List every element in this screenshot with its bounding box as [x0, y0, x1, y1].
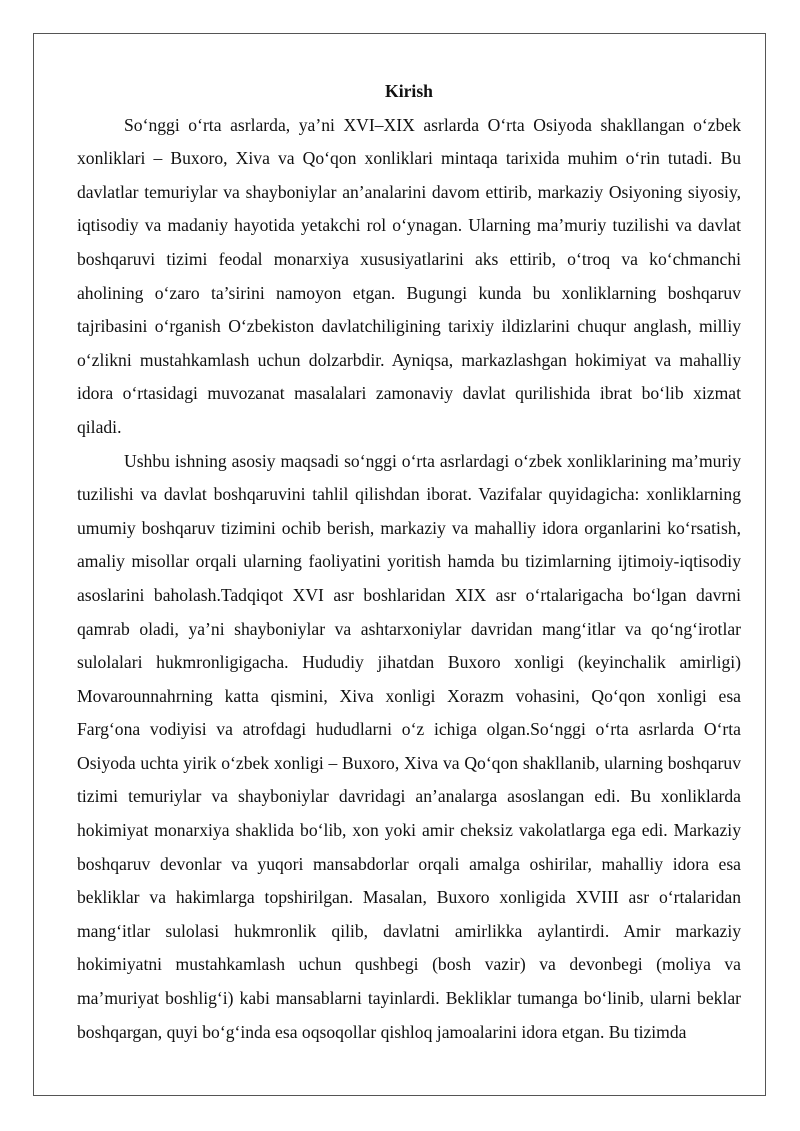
document-page — [33, 33, 766, 1096]
page-title: Kirish — [385, 81, 433, 101]
paragraph-introduction: So‘nggi o‘rta asrlarda, ya’ni XVI–XIX asrlarda O‘rta Osiyoda shakllangan o‘zbek xonliklari – Buxoro, Xiva va Qo‘qon xonliklari mintaqa tarixida muhim o‘rin tutadi. Bu davlatlar temuriylar va shayboniylar an’analarini davom ettirib, markaziy Osiyoning siyosiy, iqtisodiy va madaniy hayotida yetakchi rol o‘ynagan. Ularning ma’muriy tuzilishi va davlat boshqaruvi tizimi feodal monarxiya xususiyatlarini aks ettirib, o‘troq va ko‘chmanchi aholining o‘zaro ta’sirini namoyon etgan. Bugungi kunda bu xonliklarning boshqaruv tajribasini o‘rganish O‘zbekiston davlatchiligining tarixiy ildizlarini chuqur anglash, milliy o‘zlikni mustahkamlash uchun dolzarbdir. Ayniqsa, markazlashgan hokimiyat va mahalliy idora o‘rtasidagi muvozanat masalalari zamonaviy davlat qurilishida ibrat bo‘lib xizmat qiladi. — [77, 114, 741, 437]
paragraph-purpose: Ushbu ishning asosiy maqsadi so‘nggi o‘rta asrlardagi o‘zbek xonliklarining ma’muriy tuzilishi va davlat boshqaruvini tahlil qilishdan iborat. Vazifalar quyidagicha: xonliklarning umumiy boshqaruv tizimini ochib berish, markaziy va mahalliy idora organlarini ko‘rsatish, amaliy misollar orqali ularning faoliyatini yoritish hamda bu tizimlarning ijtimoiy-iqtisodiy asoslarini baholash.Tadqiqot XVI asr boshlaridan XIX asr o‘rtalarigacha bo‘lgan davrni qamrab oladi, ya’ni shayboniylar va ashtarxoniylar davridan mang‘itlar va qo‘ng‘irotlar sulolalari hukmronligigacha. Hududiy jihatdan Buxoro xonligi (keyinchalik amirligi) Movarounnahrning katta qismini, Xiva xonligi Xorazm vohasini, Qo‘qon xonligi esa Farg‘ona vodiyisi va atrofdagi hududlarni o‘z ichiga olgan.So‘nggi o‘rta asrlarda O‘rta Osiyoda uchta yirik o‘zbek xonligi – Buxoro, Xiva va Qo‘qon shakllanib, ularning boshqaruv tizimi temuriylar va shayboniylar davridagi an’analarga asoslangan edi. Bu xonliklarda hokimiyat monarxiya shaklida bo‘lib, xon yoki amir cheksiz vakolatlarga ega edi. Markaziy boshqaruv devonlar va yuqori mansabdorlar orqali amalga oshirilar, mahalliy idora esa bekliklar va hakimlarga topshirilgan. Masalan, Buxoro xonligida XVIII asr o‘rtalaridan mang‘itlar sulolasi hukmronlik qilib, davlatni amirlikka aylantirdi. Amir markaziy hokimiyatni mustahkamlash uchun qushbegi (bosh vazir) va devonbegi (moliya va ma’muriyat boshlig‘i) kabi mansablarni tayinlardi. Bekliklar tumanga bo‘linib, ularni beklar boshqargan, quyi bo‘g‘inda esa oqsoqollar qishloq jamoalarini idora etgan. Bu tizimda — [77, 450, 741, 1042]
document-body — [77, 75, 741, 1049]
